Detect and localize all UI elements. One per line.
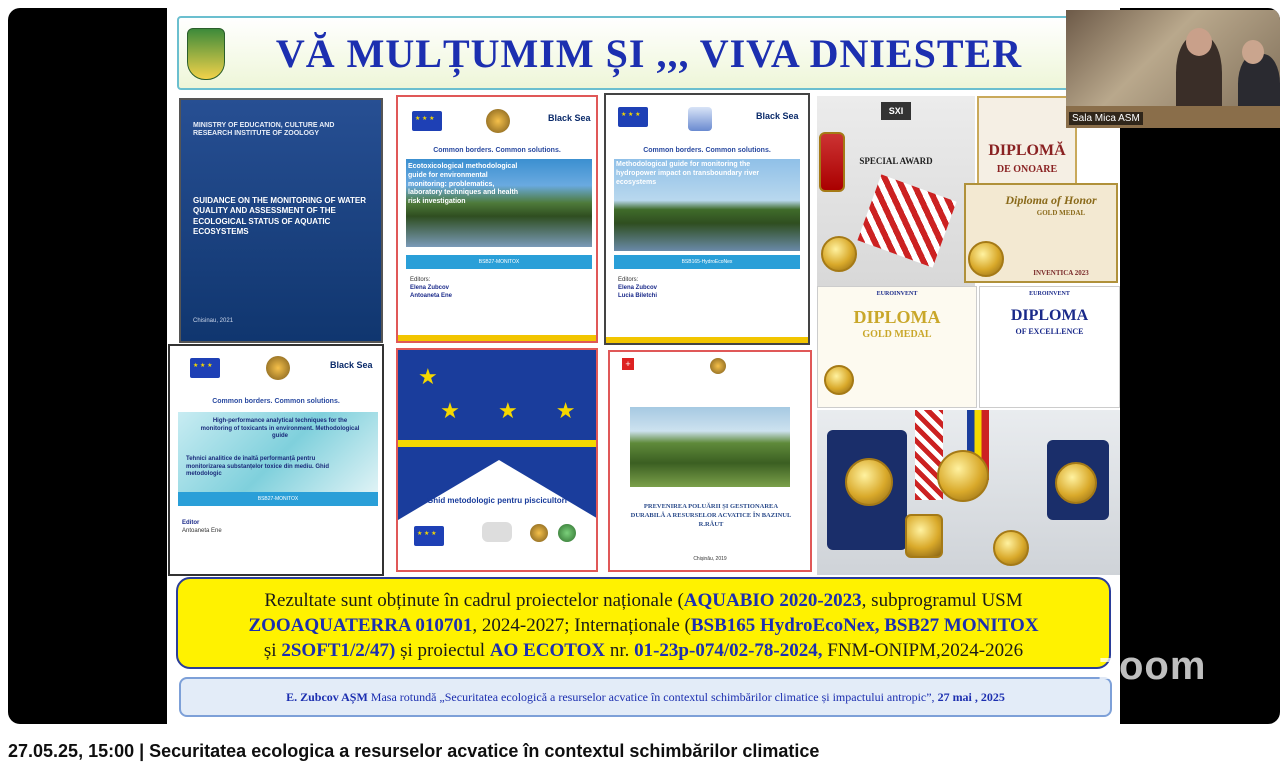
- cover-code: BSB165-HydroEcoNex: [614, 255, 800, 269]
- diploma-title: DIPLOMĂ: [988, 142, 1066, 159]
- banner-title: VĂ MULȚUMIM ȘI ,,, VIVA DNIESTER: [275, 31, 1023, 76]
- cover-title: GUIDANCE ON THE MONITORING OF WATER QUALITY AND ASSESSMENT OF THE ECOLOGICAL STATUS OF AQUATIC ECOSYSTEMS: [193, 196, 367, 237]
- cover-guidance: [179, 98, 383, 343]
- euroinvent-label: EUROINVENT: [1029, 291, 1070, 297]
- cover-analytical: ★ ★ ★ Black Sea Common borders. Common solutions. High-performance analytical techniques for the monitoring of toxicants in environment. Methodological guide Tehnici analitice de înaltă performanță pentru monitorizarea substanțelor toxice din mediu. Ghid metodologic BSB27-MONITOX Editor Antoaneta Ene: [168, 344, 384, 576]
- eu-flag-icon: [190, 358, 220, 378]
- award-special: SXI SPECIAL AWARD: [817, 96, 975, 286]
- euroinvent-label: EUROINVENT: [876, 291, 918, 297]
- cover-editors: Editors: Elena Zubcov Lucia Biletchi: [618, 277, 658, 299]
- honor-title: Diploma of Honor: [1005, 193, 1097, 207]
- cover-title: Ecotoxicological methodological guide for environmental monitoring: problematics, laboratory techniques and health risk investigation: [408, 163, 519, 205]
- award-diploma-onoare: [977, 96, 1077, 196]
- institution-logo-icon: [558, 524, 576, 542]
- video-player[interactable]: [8, 8, 1280, 724]
- medal-icon: [1055, 462, 1097, 504]
- medal-icon: [821, 236, 857, 272]
- cover-slogan: Common borders. Common solutions.: [643, 147, 771, 154]
- cover-title-en: High-performance analytical techniques for the monitoring of toxicants in environment. Methodological guide: [200, 418, 360, 439]
- ribbon: [857, 174, 956, 267]
- cover-code: BSB27-MONITOX: [406, 255, 592, 269]
- yellow-stripe: [606, 337, 808, 343]
- institution-logo-icon: [486, 109, 510, 133]
- yellow-stripe: [398, 440, 596, 447]
- participant-face: [1242, 40, 1264, 64]
- cover-editors: Editors: Elena Zubcov Antoaneta Ene: [410, 277, 453, 299]
- cover-title: Methodological guide for monitoring the hydropower impact on transboundary river ecosystems: [616, 161, 760, 186]
- cover-title: Ghid metodologic pentru piscicultori: [426, 496, 567, 505]
- medals-photo: [817, 410, 1120, 575]
- medal-icon: [937, 450, 989, 502]
- cover-code: BSB27-MONITOX: [178, 492, 378, 506]
- slide-banner: [177, 16, 1072, 90]
- cover-slogan: Common borders. Common solutions.: [433, 147, 561, 154]
- cover-slogan: Common borders. Common solutions.: [212, 398, 340, 405]
- slide-footer: E. Zubcov AȘM Masa rotundă „Securitatea ecologică a resurselor acvatice în contextul schimbărilor climatice și impactului antropic”, 27 mai , 2025: [179, 677, 1112, 717]
- yellow-stripe: [398, 335, 596, 341]
- cover-title-ro: Tehnici analitice de înaltă performanță pentru monitorizarea substanțelor toxice din mediu. Ghid metodologic: [186, 456, 330, 477]
- diploma-title: DIPLOMA: [853, 307, 941, 327]
- award-honor: [964, 183, 1118, 283]
- program-logo-icon: [482, 522, 512, 542]
- presentation-slide: [167, 8, 1120, 724]
- award-diploma-excellence: [979, 286, 1120, 408]
- wetland-photo: [630, 407, 790, 487]
- inventica-label: INVENTICA 2023: [1033, 269, 1089, 277]
- award-special-text: SPECIAL AWARD: [859, 156, 933, 166]
- diploma-subtitle: GOLD MEDAL: [862, 329, 932, 340]
- diploma-subtitle: DE ONOARE: [996, 164, 1058, 175]
- award-diploma-gold: [817, 286, 977, 408]
- swiss-flag-icon: +: [622, 358, 634, 370]
- medal-icon: [993, 530, 1029, 566]
- zoom-watermark: zoom: [1098, 644, 1207, 688]
- eu-stars-icon: ★ ★ ★ ★: [418, 364, 592, 423]
- cover-hydro: ★ ★ ★ Black Sea Common borders. Common solutions. Methodological guide for monitoring the hydropower impact on transboundary river ecosystems BSB165-HydroEcoNex Editors: Elena Zubcov Lucia Biletchi: [604, 93, 810, 345]
- projects-info: Rezultate sunt obținute în cadrul proiectelor naționale (AQUABIO 2020-2023, subprogramul USM ZOOAQUATERRA 010701, 2024-2027; Internaționale (BSB165 HydroEcoNex, BSB27 MONITOX și 2SOFT1/2/47) și proiectul AO ECOTOX nr. 01-23p-074/02-78-2024, FNM-ONIPM,2024-2026: [176, 577, 1111, 669]
- project-logo-icon: [688, 107, 712, 131]
- participant-face: [1186, 28, 1212, 56]
- medal-icon: [845, 458, 893, 506]
- medal-icon: [905, 514, 943, 558]
- eu-flag-icon: [414, 526, 444, 546]
- cover-editors: Editor Antoaneta Ene: [182, 520, 222, 534]
- white-triangle: [398, 460, 598, 520]
- cover-place: Chisinau, 2021: [193, 318, 234, 324]
- cover-raut: [608, 350, 812, 572]
- medal-icon: [824, 365, 854, 395]
- institution-logo-icon: [530, 524, 548, 542]
- video-title[interactable]: 27.05.25, 15:00 | Securitatea ecologica a resurselor acvatice în contextul schimbărilor climatice: [8, 741, 820, 761]
- eu-flag-icon: [412, 111, 442, 131]
- honor-gold: GOLD MEDAL: [1036, 209, 1086, 217]
- ribbon: [819, 132, 845, 192]
- diploma-title: DIPLOMA: [1010, 307, 1089, 324]
- diploma-subtitle: OF EXCELLENCE: [1015, 327, 1084, 336]
- cover-fish: [396, 348, 598, 572]
- camera-thumbnail[interactable]: [1066, 10, 1280, 128]
- camera-label: Sala Mica ASM: [1069, 112, 1143, 125]
- cover-title: PREVENIREA POLUĂRII ȘI GESTIONAREA DURABILĂ A RESURSELOR ACVATICE ÎN BAZINUL R.RĂUT: [630, 503, 792, 529]
- cover-place: Chișinău, 2019: [693, 556, 727, 562]
- eu-flag-icon: [618, 107, 648, 127]
- crest-icon: [187, 28, 225, 80]
- institution-logo-icon: [266, 356, 290, 380]
- cover-institution: MINISTRY OF EDUCATION, CULTURE AND RESEARCH INSTITUTE OF ZOOLOGY: [193, 122, 335, 138]
- coat-of-arms-icon: [710, 358, 726, 374]
- cover-ecotox: ★ ★ ★ Black Sea Common borders. Common solutions. Ecotoxicological methodological guide for environmental monitoring: problematics, laboratory techniques and health risk investigation BSB27-MONITOX Editors: Elena Zubcov Antoaneta Ene: [396, 95, 598, 343]
